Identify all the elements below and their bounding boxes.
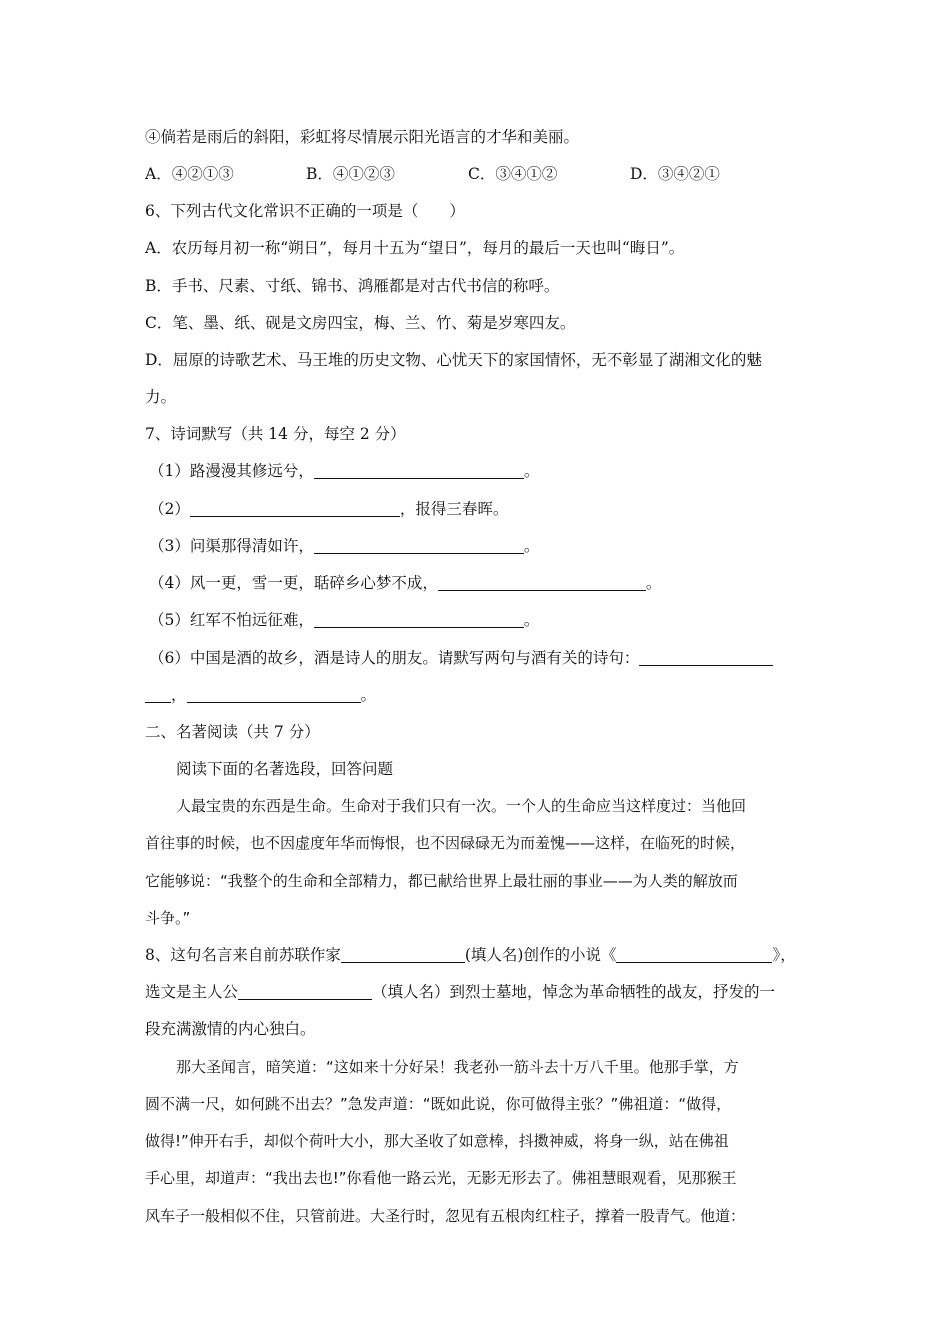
q7-item-6-sep: ， <box>171 686 187 704</box>
q7-item-1 <box>149 459 539 483</box>
q8-line-3: 段充满激情的内心独白。 <box>145 1020 316 1038</box>
q7-stem: 7、诗词默写（共 14 分，每空 2 分） <box>145 425 406 443</box>
q6-option-d-cont: 力。 <box>145 388 177 406</box>
q7-item-6-text: （6）中国是酒的故乡，酒是诗人的朋友。请默写两句与酒有关的诗句： <box>149 649 640 667</box>
q6-option-c: C．笔、墨、纸、砚是文房四宝，梅、兰、竹、菊是岁寒四友。 <box>145 314 576 332</box>
q6-option-a: A．农历每月初一称“朔日”，每月十五为“望日”，每月的最后一天也叫“晦日”。 <box>145 239 685 257</box>
q8-author-blank[interactable] <box>341 946 465 963</box>
q7-item-1-end: 。 <box>523 462 540 480</box>
q7-item-2-end: ，报得三春晖。 <box>399 500 509 518</box>
q7-item-5-text: （5）红军不怕远征难， <box>149 611 314 629</box>
excerpt-1-line-3: 它能够说：“我整个的生命和全部精力，都已献给世界上最壮丽的事业——为人类的解放而 <box>145 872 738 890</box>
q7-item-2 <box>149 497 508 521</box>
answer-blank-4[interactable] <box>438 574 646 591</box>
q8-text-a: 8、这句名言来自前苏联作家 <box>145 946 341 964</box>
excerpt-2-line-1: 那大圣闻言，暗笑道：“这如来十分好呆！我老孙一筋斗去十万八千里。他那手掌，方 <box>176 1058 739 1076</box>
q7-item-3 <box>149 534 539 558</box>
q5-item-4: ④倘若是雨后的斜阳，彩虹将尽情展示阳光语言的才华和美丽。 <box>145 128 580 146</box>
q7-item-6-end: 。 <box>360 686 377 704</box>
q7-item-1-text: （1）路漫漫其修远兮， <box>149 462 314 480</box>
q7-item-4 <box>149 571 661 595</box>
excerpt-1-line-1: 人最宝贵的东西是生命。生命对于我们只有一次。一个人的生命应当这样度过：当他回 <box>176 797 747 815</box>
excerpt-2-line-3: 做得!”伸开右手，却似个荷叶大小，那大圣收了如意棒，抖擞神威，将身一纵，站在佛祖 <box>145 1132 729 1150</box>
q7-item-3-end: 。 <box>523 537 540 555</box>
q8-line-2 <box>145 980 775 1004</box>
answer-blank-5[interactable] <box>314 611 524 628</box>
q7-item-2-text: （2） <box>149 500 190 518</box>
q7-item-3-text: （3）问渠那得清如许， <box>149 537 314 555</box>
answer-blank-1[interactable] <box>314 462 524 479</box>
q8-novel-blank[interactable] <box>616 946 772 963</box>
answer-blank-2[interactable] <box>190 500 400 517</box>
q5-option-d: D．③④②① <box>630 165 720 183</box>
excerpt-1-line-2: 首往事的时候，也不因虚度年华而悔恨，也不因碌碌无为而羞愧——这样，在临死的时候， <box>145 834 746 852</box>
answer-blank-6b[interactable] <box>187 686 361 703</box>
answer-blank-3[interactable] <box>314 537 524 554</box>
section-2-instruction: 阅读下面的名著选段，回答问题 <box>176 760 394 778</box>
answer-blank-6a-cont[interactable] <box>145 686 171 703</box>
section-2-title: 二、名著阅读（共 7 分） <box>145 723 320 741</box>
excerpt-2-line-2: 圆不满一尺，如何跳不出去？”急发声道：“既如此说，你可做得主张？”佛祖道：“做得， <box>145 1095 732 1113</box>
q8-protagonist-blank[interactable] <box>238 983 372 1000</box>
q5-option-c: C．③④①② <box>468 165 558 183</box>
q5-option-a: A．④②①③ <box>145 165 234 183</box>
q6-stem: 6、下列古代文化常识不正确的一项是（ ） <box>145 202 465 220</box>
excerpt-2-line-5: 风车子一般相似不住，只管前进。大圣行时，忽见有五根肉红柱子，撑着一股青气。他道： <box>145 1207 746 1225</box>
q7-item-6 <box>149 646 773 670</box>
q8-line-1 <box>145 943 796 967</box>
q5-option-b: B．④①②③ <box>306 165 395 183</box>
q8-text-e: （填人名）到烈士墓地，悼念为革命牺牲的战友，抒发的一 <box>372 983 776 1001</box>
q8-text-c: 》， <box>772 946 796 964</box>
q7-item-4-text: （4）风一更，雪一更，聒碎乡心梦不成， <box>149 574 438 592</box>
q8-text-b: (填人名)创作的小说《 <box>464 946 617 964</box>
q8-text-d: 选文是主人公 <box>145 983 239 1001</box>
excerpt-2-line-4: 手心里，却道声：“我出去也!”你看他一路云光，无影无形去了。佛祖慧眼观看，见那猴王 <box>145 1169 737 1187</box>
q7-item-6-cont <box>145 683 376 707</box>
q7-item-5 <box>149 608 539 632</box>
q7-item-4-end: 。 <box>645 574 662 592</box>
q6-option-d: D．屈原的诗歌艺术、马王堆的历史文物、心忧天下的家国情怀，无不彰显了湖湘文化的魅 <box>145 351 762 369</box>
q6-option-b: B．手书、尺素、寸纸、锦书、鸿雁都是对古代书信的称呼。 <box>145 277 560 295</box>
answer-blank-6a[interactable] <box>639 649 773 666</box>
q7-item-5-end: 。 <box>523 611 540 629</box>
excerpt-1-line-4: 斗争。” <box>145 909 191 927</box>
